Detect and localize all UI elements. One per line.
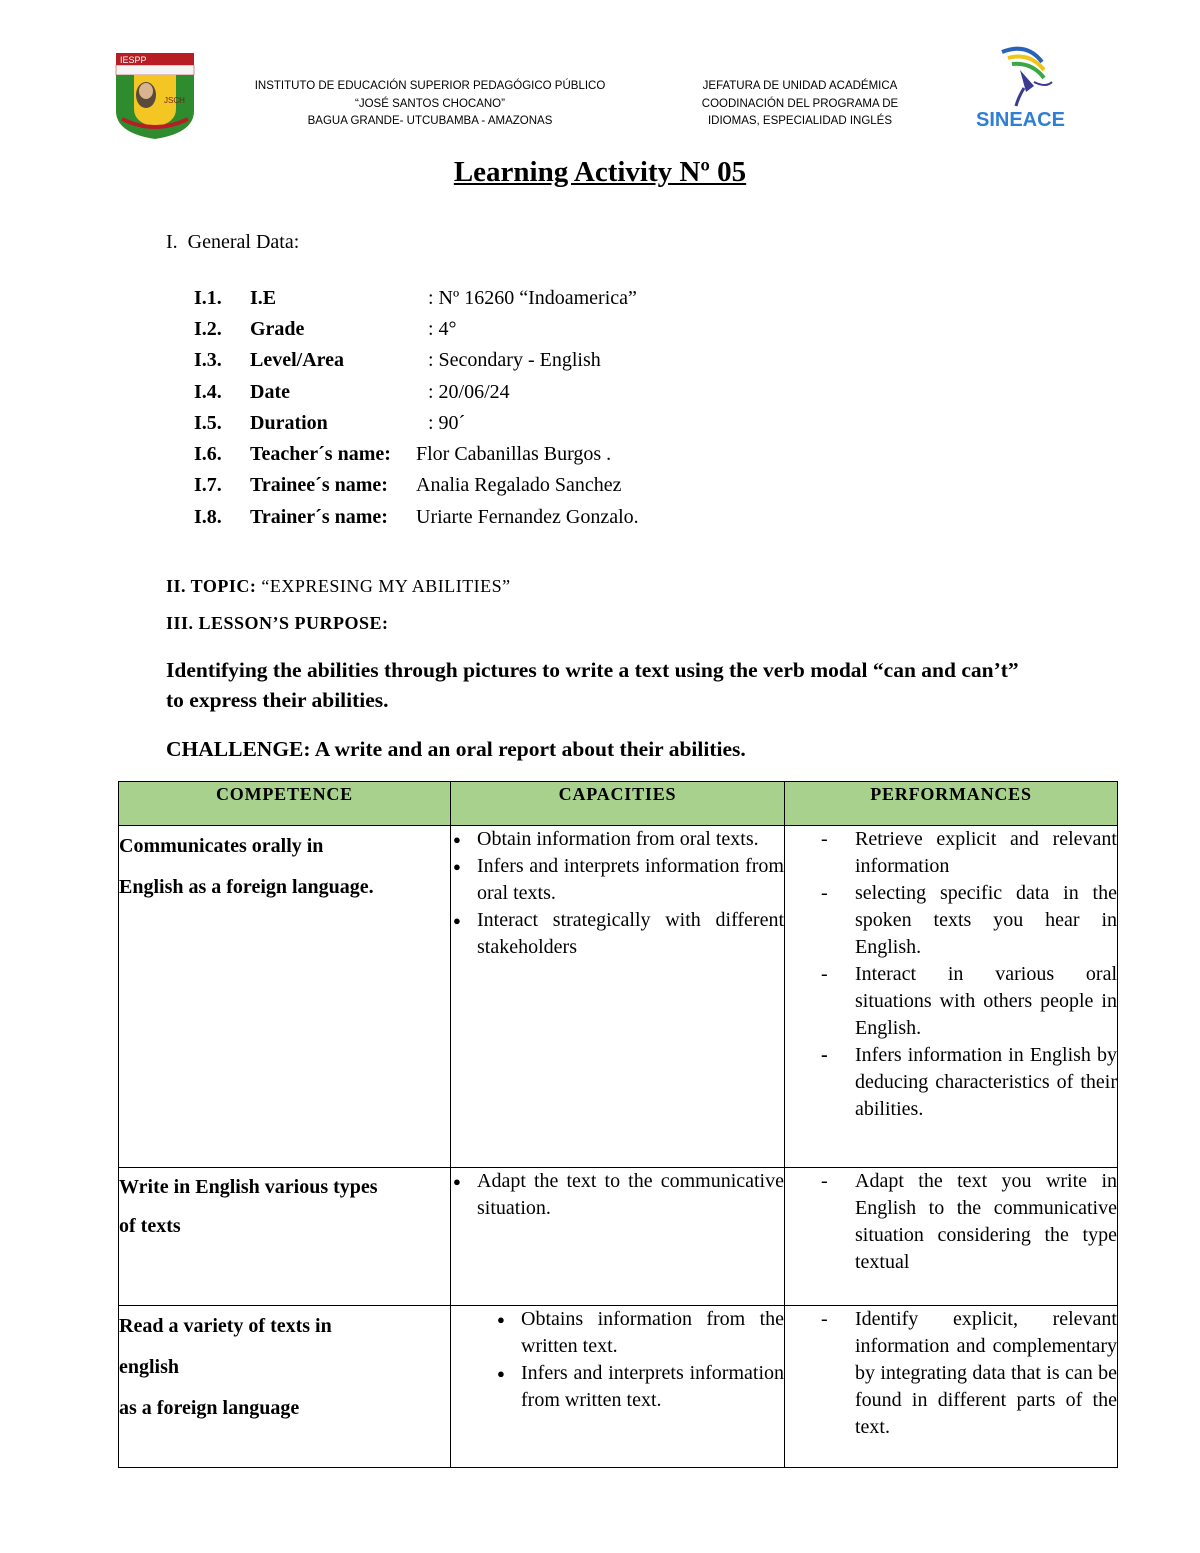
header-capacities: CAPACITIES [451,782,785,826]
capacity-item: ● Interact strategically with different stakeholders [451,907,784,961]
challenge-line [166,734,746,764]
performance-item: - Adapt the text you write in English to the communicative situation considering the type textual [785,1168,1117,1276]
performance-item: - Retrieve explicit and relevant information [785,826,1117,880]
purpose-label: III. LESSON’S PURPOSE: [166,613,389,633]
purpose-text: Identifying the abilities through pictures to write a text using the verb modal “can and can’t” to express their abilities. [166,658,1019,712]
general-data-heading [166,231,299,254]
general-data-value: Analia Regalado Sanchez [416,474,622,496]
capacities-cell [451,1306,785,1468]
competence-line: as a foreign language [119,1397,300,1419]
header-competence: COMPETENCE [119,782,451,826]
general-data-value: Uriarte Fernandez Gonzalo. [416,506,639,528]
competence-line: Write in English various types [119,1176,378,1198]
capacity-item: ● Obtain information from oral texts. [451,826,784,853]
capacities-cell [451,826,785,1168]
general-data-heading-text: General Data: [187,231,300,253]
topic-line [166,576,511,597]
topic-value: “EXPRESING MY ABILITIES” [261,576,511,596]
institute-header-line: INSTITUTO DE EDUCACIÓN SUPERIOR PEDAGÓGICO PÚBLICO [254,80,606,92]
general-data-label: Duration [250,412,328,434]
table-row [119,1168,1118,1306]
general-data-label: Trainer´s name: [250,506,388,528]
coordination-header [690,78,910,131]
table-row [119,826,1118,1168]
crest-mark: JSCH [164,96,185,105]
topic-label: II. TOPIC: [166,576,257,596]
performance-item: - Identify explicit, relevant information and complementary by integrating data that is can be found in different parts of the text. [785,1306,1117,1441]
capacity-item: ● Adapt the text to the communicative situation. [451,1168,784,1222]
institute-header [230,78,630,131]
sineace-logo [972,42,1082,132]
competence-table [118,781,1118,1468]
institute-header-line: “JOSÉ SANTOS CHOCANO” [355,97,505,110]
table-header-row [119,782,1118,826]
competence-line: Read a variety of texts in [119,1315,332,1337]
general-data-label: I.E [250,287,277,309]
general-data-label: Teacher´s name: [250,443,391,465]
table-row [119,1306,1118,1468]
capacities-cell [451,1168,785,1306]
general-data-label: Date [250,381,290,403]
challenge-label: CHALLENGE: [166,737,311,761]
coordination-header-line: JEFATURA DE UNIDAD ACADÉMICA [702,80,898,92]
competence-cell [119,826,451,1168]
page-title: Learning Activity Nº 05 [453,156,747,188]
general-data-number: I.5. [194,412,222,434]
performances-cell [785,1306,1118,1468]
general-data-value: : 4° [428,318,457,340]
performance-item: - Infers information in English by deducing characteristics of their abilities. [785,1042,1117,1123]
competence-cell [119,1306,451,1468]
general-data-value: : 90´ [428,412,466,434]
performances-cell [785,1168,1118,1306]
coordination-header-line: IDIOMAS, ESPECIALIDAD INGLÉS [707,115,893,127]
general-data-number: I.8. [194,506,222,528]
institute-crest-logo [114,53,196,139]
competence-line: English as a foreign language. [119,876,374,898]
competence-cell [119,1168,451,1306]
general-data-value: : Nº 16260 “Indoamerica” [428,287,637,309]
general-data-number: I.7. [194,474,222,496]
general-data-value: : Secondary - English [428,349,601,371]
sineace-logo-text: SINEACE [976,109,1065,131]
general-data-label: Trainee´s name: [250,474,388,496]
institute-header-line: BAGUA GRANDE- UTCUBAMBA - AMAZONAS [307,115,553,127]
competence-line: Communicates orally in [119,835,324,857]
competence-line: english [119,1356,180,1378]
performances-cell [785,826,1118,1168]
competence-line: of texts [119,1215,181,1237]
general-data-number: I.4. [194,381,222,403]
general-data-number: I.1. [194,287,222,309]
crest-letters: IESPP [120,55,147,65]
general-data-label: Level/Area [250,349,345,371]
performance-item: - selecting specific data in the spoken texts you hear in English. [785,880,1117,961]
general-data-number: I.6. [194,443,222,465]
challenge-text: A write and an oral report about their abilities. [310,737,746,761]
header-performances: PERFORMANCES [785,782,1118,826]
general-data-label: Grade [250,318,305,340]
capacity-item: ● Obtains information from the written text. [495,1306,784,1360]
coordination-header-line: COODINACIÓN DEL PROGRAMA DE [701,97,899,110]
general-data-heading-num: I. [166,231,178,253]
capacity-item: ● Infers and interprets information from oral texts. [451,853,784,907]
capacity-item: ● Infers and interprets information from written text. [495,1360,784,1414]
general-data-value: Flor Cabanillas Burgos . [416,443,612,465]
general-data-value: : 20/06/24 [428,381,510,403]
performance-item: - Interact in various oral situations with others people in English. [785,961,1117,1042]
general-data-number: I.3. [194,349,222,371]
general-data-number: I.2. [194,318,222,340]
